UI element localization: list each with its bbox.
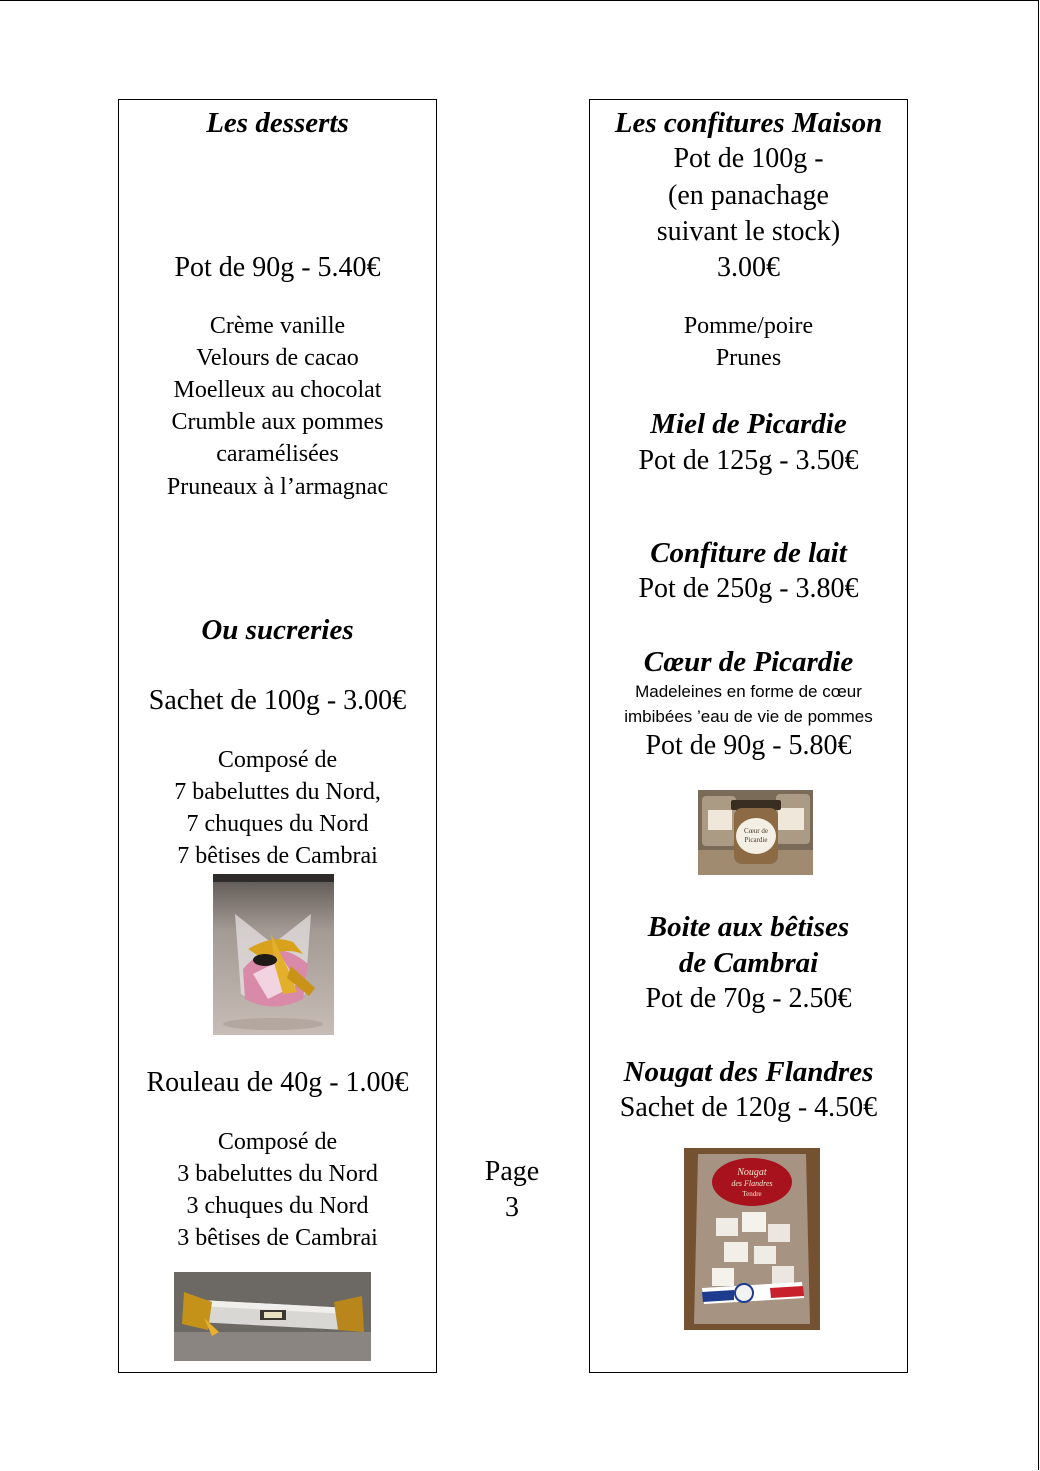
nougat-photo [684, 1148, 820, 1330]
nougat-bag-label: Nougat [737, 1167, 767, 1178]
confitures-line: Pot de 100g - [673, 143, 824, 174]
nougat-bag-label: des Flandres [731, 1179, 773, 1188]
sachet-photo [213, 874, 334, 1035]
confitures-title: Les confitures Maison [614, 107, 883, 139]
nougat-title: Nougat des Flandres [623, 1056, 874, 1088]
sachet-content-line: 7 babeluttes du Nord, [174, 779, 381, 805]
confitures-line: (en panachage [668, 180, 829, 211]
nougat-bag-label: Tendre [742, 1190, 762, 1198]
betises-price: Pot de 70g - 2.50€ [645, 983, 852, 1014]
sachet-content-line: 7 chuques du Nord [186, 811, 369, 837]
coeur-description: imbibées ’eau de vie de pommes [624, 707, 873, 726]
betises-title: de Cambrai [678, 947, 819, 979]
dessert-item: Crème vanille [209, 313, 346, 339]
confiture-item: Prunes [715, 345, 782, 371]
sachet-price: Sachet de 100g - 3.00€ [148, 685, 407, 716]
coeur-description: Madeleines en forme de cœur [635, 682, 862, 701]
lait-price: Pot de 250g - 3.80€ [638, 573, 859, 604]
nougat-price: Sachet de 120g - 4.50€ [619, 1092, 878, 1123]
sachet-content-line: Composé de [217, 747, 338, 773]
dessert-item: Crumble aux pommes [171, 409, 384, 435]
coeur-price: Pot de 90g - 5.80€ [645, 730, 852, 761]
coeur-jar-label: Picardie [744, 836, 768, 844]
lait-title: Confiture de lait [650, 537, 847, 569]
page-number: 3 [505, 1192, 519, 1223]
desserts-title: Les desserts [206, 107, 349, 139]
confitures-price: 3.00€ [717, 252, 780, 283]
betises-title: Boite aux bêtises [647, 911, 850, 943]
dessert-item: Velours de cacao [196, 345, 359, 371]
confitures-column [589, 99, 908, 1373]
coeur-title: Cœur de Picardie [643, 646, 854, 678]
miel-price: Pot de 125g - 3.50€ [638, 445, 859, 476]
page-label: Page [484, 1156, 540, 1187]
rouleau-price: Rouleau de 40g - 1.00€ [146, 1067, 409, 1098]
confitures-line: suivant le stock) [656, 216, 841, 247]
rouleau-photo [174, 1272, 371, 1361]
confiture-item: Pomme/poire [683, 313, 814, 339]
coeur-jar-label: Cœur de [744, 827, 768, 835]
sachet-content-line: 7 bêtises de Cambrai [177, 843, 378, 869]
dessert-item: Moelleux au chocolat [173, 377, 382, 403]
dessert-item: Pruneaux à l’armagnac [166, 474, 389, 500]
desserts-price: Pot de 90g - 5.40€ [174, 252, 381, 283]
dessert-item: caramélisées [216, 441, 339, 467]
miel-title: Miel de Picardie [650, 408, 847, 440]
rouleau-content-line: 3 babeluttes du Nord [177, 1161, 378, 1187]
rouleau-content-line: 3 bêtises de Cambrai [177, 1225, 378, 1251]
desserts-column [118, 99, 437, 1373]
coeur-photo [698, 790, 813, 875]
sucreries-title: Ou sucreries [201, 614, 354, 646]
rouleau-content-line: 3 chuques du Nord [186, 1193, 369, 1219]
rouleau-content-line: Composé de [217, 1129, 338, 1155]
